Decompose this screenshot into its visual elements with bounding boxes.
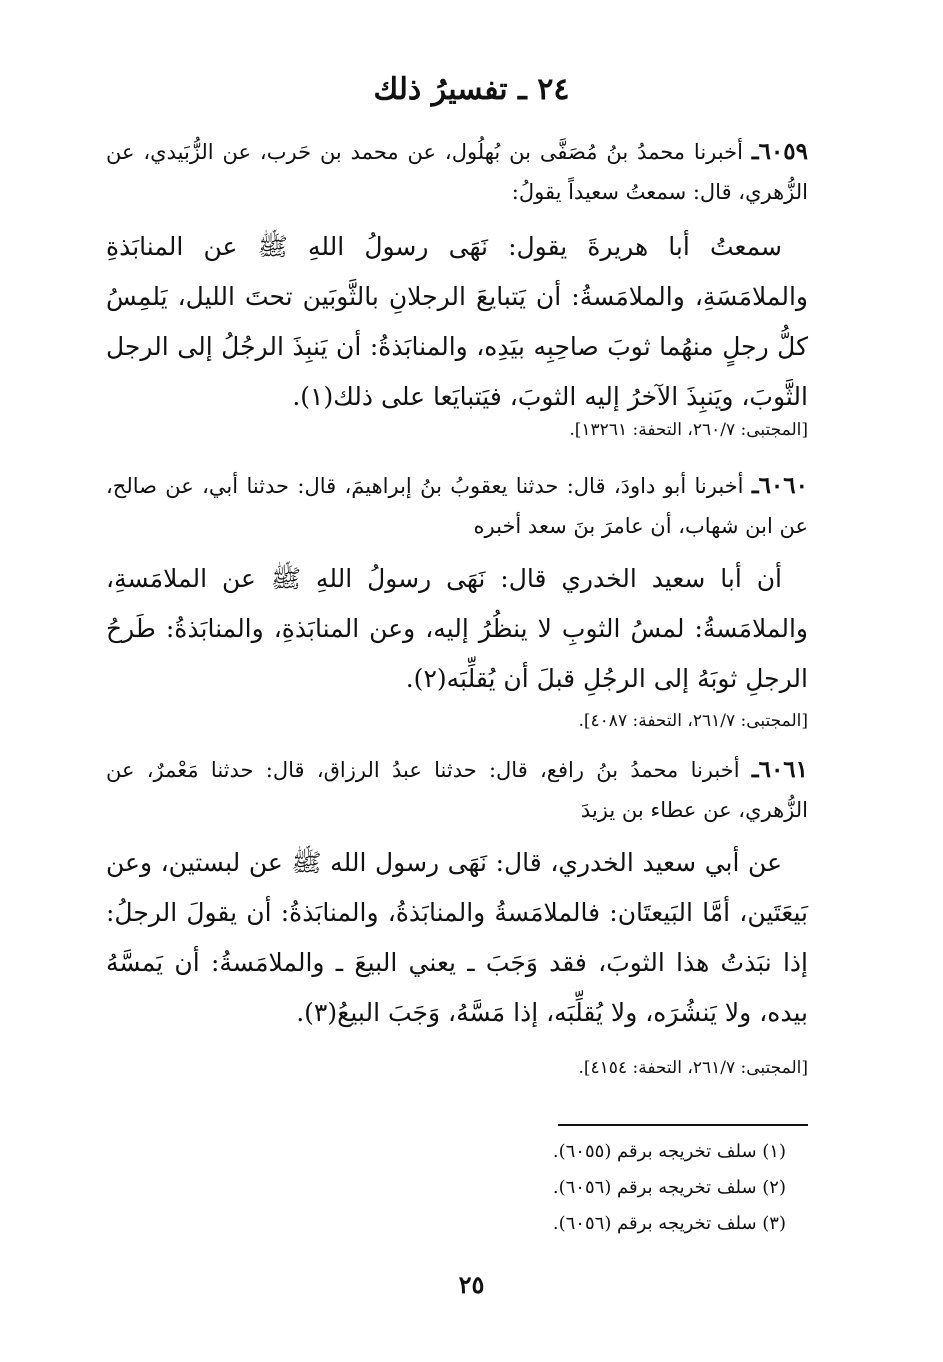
isnad-text: أخبرنا محمدُ بنُ رافع، قال: حدثنا عبدُ الرزاق، قال: حدثنا مَعْمرٌ، عن الزُّهري، عن عطاء بن يزيدَ [106, 758, 808, 822]
footnote-item: (١) سلف تخريجه برقم (٦٠٥٥). [552, 1141, 786, 1162]
hadith-number: ٦٠٥٩ـ [751, 138, 808, 165]
footnotes [106, 1134, 786, 1242]
hadith-6061 [106, 750, 808, 1038]
hadith-reference: [المجتبى: ٢٦١/٧، التحفة: ٤٠٨٧]. [578, 711, 808, 731]
isnad-text: أخبرنا أبو داودَ، قال: حدثنا يعقوبُ بنُ إبراهيمَ، قال: حدثنا أبي، عن صالح، عن ابن شهاب، أن عامرَ بنَ سعد أخبره [106, 474, 808, 538]
footnote-item: (٣) سلف تخريجه برقم (٦٠٥٦). [552, 1213, 786, 1234]
hadith-isnad [106, 132, 808, 212]
hadith-isnad [106, 466, 808, 546]
page-number: ٢٥ [458, 1270, 485, 1299]
hadith-6059 [106, 132, 808, 422]
hadith-6060 [106, 466, 808, 704]
hadith-number: ٦٠٦٠ـ [751, 472, 808, 499]
footnote-item: (٢) سلف تخريجه برقم (٦٠٥٦). [552, 1177, 786, 1198]
hadith-number: ٦٠٦١ـ [751, 756, 809, 783]
hadith-reference: [المجتبى: ٢٦١/٧، التحفة: ٤١٥٤]. [578, 1058, 808, 1078]
hadith-matn: أن أبا سعيد الخدري قال: نَهَى رسولُ اللهِ ﷺ عن الملامَسةِ، والملامَسةُ: لمسُ الثوبِ لا ينظُرُ إليه، وعن المنابَذةِ، والمنابَذةُ: طَرحُ الرجلِ ثوبَهُ إلى الرجُلِ قبلَ أن يُقلِّبَه(٢). [106, 564, 808, 693]
hadith-matn: عن أبي سعيد الخدري، قال: نَهَى رسول الله ﷺ عن لبستين، وعن بَيعَتَين، أمَّا البَيعتَان: فالملامَسةُ والمنابَذةُ، والمنابَذةُ: أن يقولَ الرجلُ: إذا نبَذتُ هذا الثوبَ، فقد وَجَبَ ـ يعني البيعَ ـ والملامَسةُ: أن يَمسَّهُ بيده، ولا يَنشُرَه، ولا يُقلِّبَه، إذا مَسَّهُ، وَجَبَ البيعُ(٣). [106, 848, 808, 1027]
isnad-text: أخبرنا محمدُ بنُ مُصَفَّى بن بُهلُول، عن محمد بن حَرب، عن الزُّبَيدي، عن الزُّهري، قال: سمعتُ سعيداً يقولُ: [106, 140, 808, 204]
chapter-title: ٢٤ ـ تفسيرُ ذلك [373, 72, 570, 107]
hadith-matn: سمعتُ أبا هريرةَ يقول: نَهَى رسولُ اللهِ ﷺ عن المنابَذةِ والملامَسَةِ، والملامَسةُ: أن يَتبايعَ الرجلانِ بالثَّوبَين تحتَ الليل، يَلمِسُ كلُّ رجلٍ منهُما ثوبَ صاحِبِه بيَدِه، والمنابَذةُ: أن يَنبِذَ الرجُلُ إلى الرجل الثَّوبَ، ويَنبِذَ الآخرُ إليه الثوبَ، فيَتبايَعا على ذلك(١). [106, 232, 808, 411]
hadith-isnad [106, 750, 808, 830]
footnote-divider [558, 1124, 808, 1126]
hadith-reference: [المجتبى: ٢٦٠/٧، التحفة: ١٣٢٦١]. [569, 420, 808, 440]
